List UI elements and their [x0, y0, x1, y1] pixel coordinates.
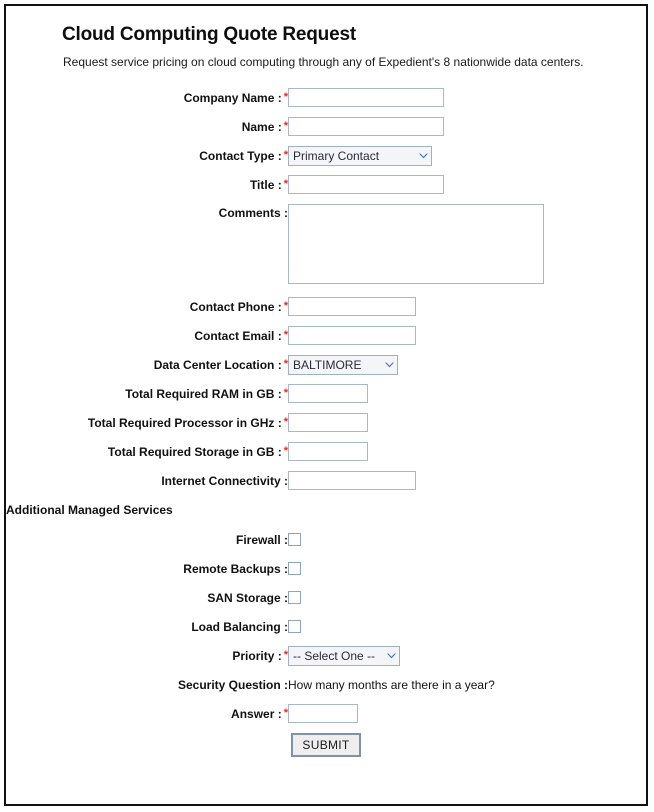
form-row-priority	[6, 641, 646, 670]
contact-phone-label-text: Contact Phone :	[189, 299, 282, 314]
data-center-location-label-text: Data Center Location :	[153, 357, 282, 372]
total-storage-input[interactable]	[288, 442, 368, 461]
chevron-down-icon	[381, 356, 397, 374]
internet-connectivity-input[interactable]	[288, 471, 416, 490]
required-asterisk: *	[283, 386, 288, 399]
form-row-total-ram	[6, 379, 646, 408]
answer-label	[6, 699, 288, 728]
total-processor-label-text: Total Required Processor in GHz :	[87, 415, 282, 430]
total-ram-input[interactable]	[288, 384, 368, 403]
form-fields-table	[6, 83, 646, 762]
priority-select[interactable]	[288, 646, 400, 666]
total-processor-label	[6, 408, 288, 437]
remote-backups-label: Remote Backups :	[183, 561, 288, 576]
internet-connectivity-label-text: Internet Connectivity :	[161, 473, 288, 488]
answer-input[interactable]	[288, 704, 358, 723]
company-name-input[interactable]	[288, 88, 444, 107]
firewall-label: Firewall :	[235, 532, 288, 547]
required-asterisk: *	[283, 177, 288, 190]
required-asterisk: *	[283, 706, 288, 719]
comments-label-text: Comments :	[218, 206, 288, 220]
form-row-comments	[6, 199, 646, 292]
comments-label	[6, 199, 288, 292]
priority-label-text: Priority :	[232, 648, 282, 663]
contact-type-label	[6, 141, 288, 170]
contact-phone-input[interactable]	[288, 297, 416, 316]
answer-label-text: Answer :	[231, 706, 282, 721]
required-asterisk: *	[283, 357, 288, 370]
managed-services-heading-row	[6, 495, 646, 525]
contact-type-selected-value: Primary Contact	[293, 148, 380, 163]
required-asterisk: *	[283, 148, 288, 161]
data-center-location-label	[6, 350, 288, 379]
total-ram-label-text: Total Required RAM in GB :	[125, 386, 282, 401]
required-asterisk: *	[283, 90, 288, 103]
data-center-location-selected-value: BALTIMORE	[293, 357, 362, 372]
internet-connectivity-label	[6, 466, 288, 495]
title-label	[6, 170, 288, 199]
priority-label	[6, 641, 288, 670]
form-row-internet-connectivity	[6, 466, 646, 495]
page-title: Cloud Computing Quote Request	[62, 24, 356, 45]
contact-email-input[interactable]	[288, 326, 416, 345]
contact-email-label-text: Contact Email :	[194, 328, 282, 343]
required-asterisk: *	[283, 119, 288, 132]
form-row-submit	[6, 728, 646, 762]
name-input[interactable]	[288, 117, 444, 136]
contact-email-label	[6, 321, 288, 350]
firewall-checkbox[interactable]	[288, 533, 301, 546]
san-storage-checkbox[interactable]	[288, 591, 301, 604]
total-ram-label	[6, 379, 288, 408]
form-row-total-processor	[6, 408, 646, 437]
form-row-name	[6, 112, 646, 141]
form-row-answer	[6, 699, 646, 728]
page-subtitle: Request service pricing on cloud computing through any of Expedient's 8 nationwide data centers.	[63, 55, 584, 69]
priority-selected-value: -- Select One --	[293, 648, 376, 663]
submit-button[interactable]: SUBMIT	[291, 733, 360, 757]
required-asterisk: *	[283, 328, 288, 341]
security-question-label: Security Question :	[177, 677, 288, 692]
page-frame	[4, 4, 648, 806]
required-asterisk: *	[283, 648, 288, 661]
name-label-text: Name :	[241, 119, 282, 134]
data-center-location-select[interactable]	[288, 355, 398, 375]
form-row-san-storage	[6, 583, 646, 612]
form-row-security-question	[6, 670, 646, 699]
load-balancing-checkbox[interactable]	[288, 620, 301, 633]
form-row-contact-phone	[6, 292, 646, 321]
comments-textarea[interactable]	[288, 204, 544, 284]
chevron-down-icon	[415, 147, 431, 165]
security-question-text: How many months are there in a year?	[288, 677, 495, 692]
required-asterisk: *	[283, 299, 288, 312]
form-row-title	[6, 170, 646, 199]
contact-type-label-text: Contact Type :	[199, 148, 282, 163]
contact-phone-label	[6, 292, 288, 321]
total-processor-input[interactable]	[288, 413, 368, 432]
title-label-text: Title :	[249, 177, 282, 192]
required-asterisk: *	[283, 444, 288, 457]
load-balancing-label: Load Balancing :	[191, 619, 288, 634]
total-storage-label	[6, 437, 288, 466]
form-row-remote-backups	[6, 554, 646, 583]
form-row-firewall	[6, 525, 646, 554]
name-label	[6, 112, 288, 141]
title-input[interactable]	[288, 175, 444, 194]
company-name-label	[6, 83, 288, 112]
total-storage-label-text: Total Required Storage in GB :	[107, 444, 282, 459]
chevron-down-icon	[383, 647, 399, 665]
required-asterisk: *	[283, 415, 288, 428]
form-row-company-name	[6, 83, 646, 112]
form-row-data-center-location	[6, 350, 646, 379]
quote-request-form	[6, 6, 646, 804]
form-row-contact-type	[6, 141, 646, 170]
company-name-label-text: Company Name :	[183, 90, 282, 105]
form-row-total-storage	[6, 437, 646, 466]
form-row-load-balancing	[6, 612, 646, 641]
managed-services-heading: Additional Managed Services	[6, 503, 173, 517]
remote-backups-checkbox[interactable]	[288, 562, 301, 575]
form-row-contact-email	[6, 321, 646, 350]
san-storage-label: SAN Storage :	[207, 590, 288, 605]
contact-type-select[interactable]	[288, 146, 432, 166]
